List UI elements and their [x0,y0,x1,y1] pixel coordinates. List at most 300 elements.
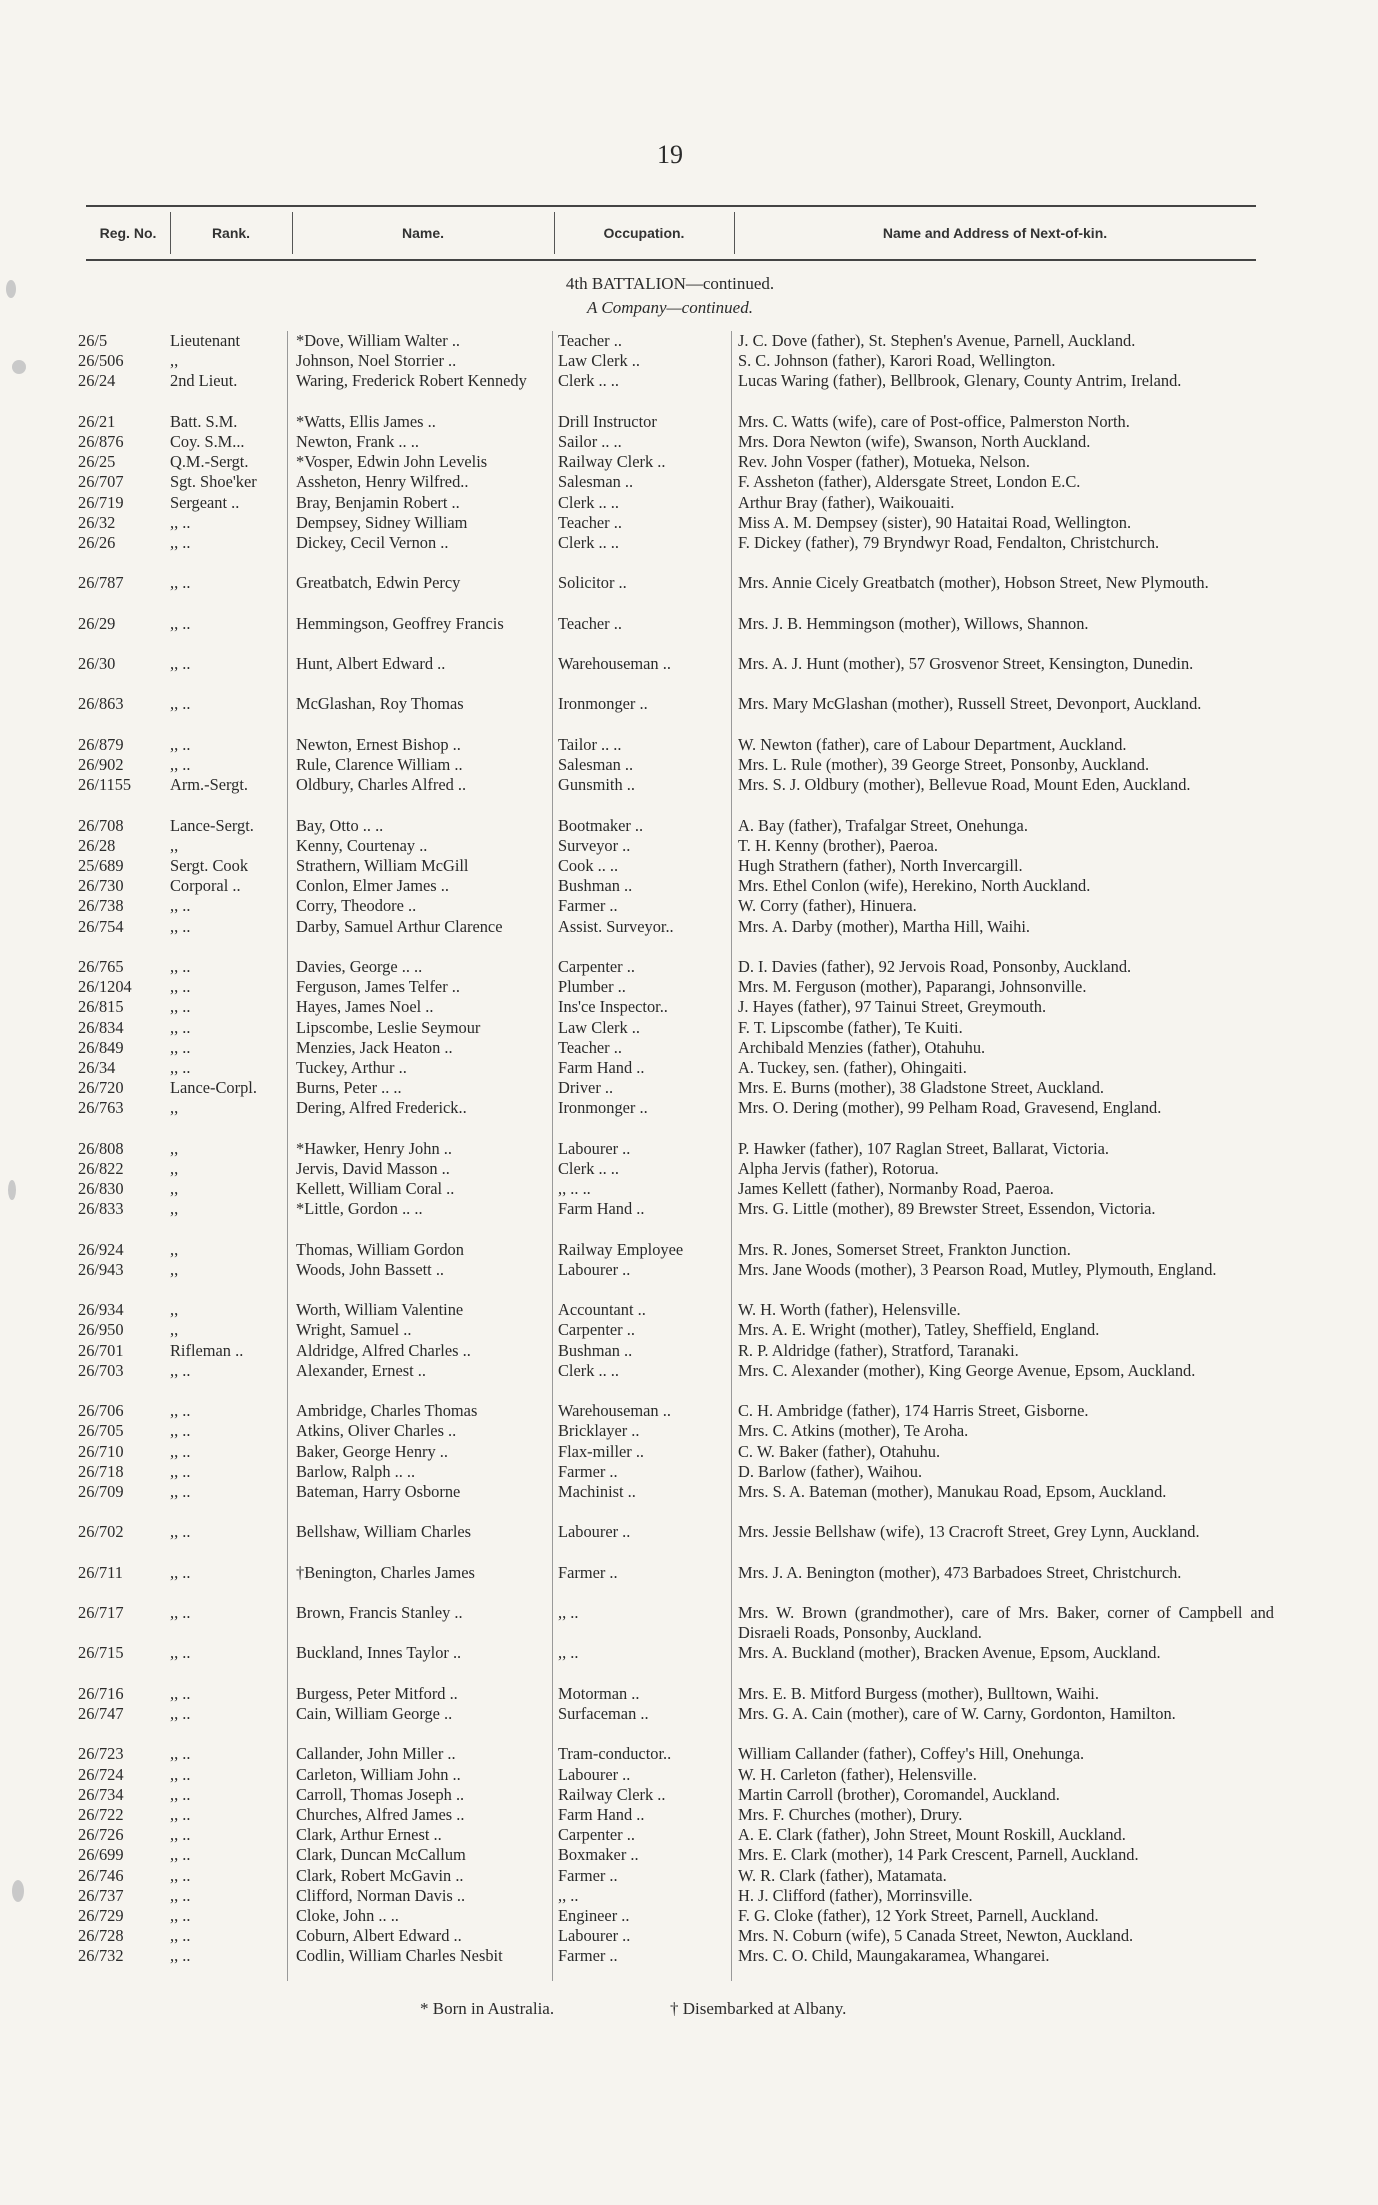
name-cell: McGlashan, Roy Thomas [296,694,464,714]
rank-cell: ,, .. [170,1764,191,1784]
table-row [0,1139,1378,1159]
reg-no-cell: 26/25 [78,452,116,472]
table-row [0,1462,1378,1482]
table-row [0,1906,1378,1926]
next-of-kin-cell: C. H. Ambridge (father), 174 Harris Street, Gisborne. [738,1401,1089,1421]
reg-no-cell: 26/30 [78,654,116,674]
occupation-cell: Sailor .. .. [558,431,622,451]
table-row [0,432,1378,452]
next-of-kin-cell: Mrs. Annie Cicely Greatbatch (mother), Hobson Street, New Plymouth. [738,573,1209,593]
name-cell: †Benington, Charles James [296,1562,475,1582]
reg-no-cell: 26/701 [78,1340,124,1360]
reg-no-cell: 25/689 [78,855,124,875]
rank-cell: ,, [170,1179,179,1199]
table-row [0,1522,1378,1562]
rank-cell: ,, .. [170,694,191,714]
reg-no-cell: 26/710 [78,1441,124,1461]
name-cell: Worth, William Valentine [296,1300,464,1320]
name-cell: Carroll, Thomas Joseph .. [296,1784,465,1804]
name-cell: *Watts, Ellis James .. [296,411,436,431]
table-row [0,1442,1378,1462]
next-of-kin-cell: Mrs. L. Rule (mother), 39 George Street, Ponsonby, Auckland. [738,755,1150,775]
name-cell: Waring, Frederick Robert Kennedy [296,371,527,391]
next-of-kin-cell: Mrs. C. Watts (wife), care of Post-office, Palmerston North. [738,411,1130,431]
table-row [0,1643,1378,1683]
next-of-kin-cell: W. R. Clark (father), Matamata. [738,1865,947,1885]
name-cell: Oldbury, Charles Alfred .. [296,775,467,795]
reg-no-cell: 26/879 [78,734,124,754]
reg-no-cell: 26/718 [78,1461,124,1481]
table-row [0,1482,1378,1522]
page-number: 19 [657,140,683,169]
reg-no-cell: 26/765 [78,956,124,976]
name-cell: Carleton, William John .. [296,1764,461,1784]
name-cell: Alexander, Ernest .. [296,1360,426,1380]
rank-cell: ,, .. [170,1481,191,1501]
rank-cell: ,, .. [170,896,191,916]
occupation-cell: Flax-miller .. [558,1441,645,1461]
occupation-cell: Labourer .. [558,1764,631,1784]
reg-no-cell: 26/707 [78,472,124,492]
occupation-cell: Labourer .. [558,1522,631,1542]
occupation-cell: Clerk .. .. [558,1158,620,1178]
occupation-cell: Plumber .. [558,977,626,997]
occupation-cell: Teacher .. [558,1037,622,1057]
next-of-kin-cell: Mrs. Dora Newton (wife), Swanson, North Auckland. [738,431,1091,451]
name-cell: Dering, Alfred Frederick.. [296,1098,467,1118]
table-row [0,1199,1378,1239]
reg-no-cell: 26/815 [78,997,124,1017]
table-row [0,977,1378,997]
rank-cell: ,, .. [170,916,191,936]
reg-no-cell: 26/720 [78,1078,124,1098]
name-cell: Clark, Duncan McCallum [296,1845,466,1865]
name-cell: Burns, Peter .. .. [296,1078,402,1098]
occupation-cell: ,, .. [558,1603,579,1623]
table-row [0,654,1378,694]
reg-no-cell: 26/506 [78,351,124,371]
rank-cell: ,, .. [170,573,191,593]
reg-no-cell: 26/737 [78,1885,124,1905]
name-cell: *Vosper, Edwin John Levelis [296,452,488,472]
rank-cell: ,, .. [170,1905,191,1925]
reg-no-cell: 26/732 [78,1946,124,1966]
rank-cell: Sergt. Cook [170,855,249,875]
table-row [0,1320,1378,1340]
reg-no-cell: 26/730 [78,876,124,896]
occupation-cell: Solicitor .. [558,573,627,593]
name-cell: Darby, Samuel Arthur Clarence [296,916,503,936]
table-row [0,1341,1378,1361]
occupation-cell: Clerk .. .. [558,371,620,391]
name-cell: Hayes, James Noel .. [296,997,434,1017]
next-of-kin-cell: A. Tuckey, sen. (father), Ohingaiti. [738,1057,967,1077]
occupation-cell: Surfaceman .. [558,1704,649,1724]
margin-speck [8,1180,16,1200]
next-of-kin-cell: Mrs. Ethel Conlon (wife), Herekino, North Auckland. [738,876,1091,896]
reg-no-cell: 26/708 [78,815,124,835]
next-of-kin-cell: Mrs. W. Brown (grandmother), care of Mrs. Baker, corner of Campbell and Disraeli Roads, Ponsonby, Auckland. [738,1603,1274,1643]
reg-no-cell: 26/715 [78,1643,124,1663]
next-of-kin-cell: Mrs. M. Ferguson (mother), Paparangi, Johnsonville. [738,977,1087,997]
next-of-kin-cell: Mrs. C. Atkins (mother), Te Aroha. [738,1421,969,1441]
rank-cell: ,, .. [170,1804,191,1824]
occupation-cell: Bootmaker .. [558,815,644,835]
table-row [0,573,1378,613]
name-cell: Clark, Arthur Ernest .. [296,1825,442,1845]
occupation-cell: Farmer .. [558,1562,618,1582]
name-cell: Barlow, Ralph .. .. [296,1461,416,1481]
rank-cell: ,, .. [170,512,191,532]
occupation-cell: Salesman .. [558,755,634,775]
table-row [0,755,1378,775]
table-row [0,917,1378,957]
occupation-cell: Warehouseman .. [558,654,671,674]
rank-cell: ,, .. [170,613,191,633]
occupation-cell: Labourer .. [558,1138,631,1158]
name-cell: Clark, Robert McGavin .. [296,1865,464,1885]
table-row [0,472,1378,492]
table-row [0,1845,1378,1865]
reg-no-cell: 26/934 [78,1300,124,1320]
next-of-kin-cell: Mrs. G. Little (mother), 89 Brewster Street, Essendon, Victoria. [738,1199,1156,1219]
occupation-cell: Clerk .. .. [558,492,620,512]
occupation-cell: Teacher .. [558,613,622,633]
rank-cell: Lieutenant [170,331,241,350]
reg-no-cell: 26/747 [78,1704,124,1724]
rank-cell: ,, .. [170,1643,191,1663]
name-cell: Baker, George Henry .. [296,1441,448,1461]
occupation-cell: Accountant .. [558,1300,646,1320]
next-of-kin-cell: Arthur Bray (father), Waikouaiti. [738,492,955,512]
occupation-cell: Carpenter .. [558,1320,635,1340]
name-cell: Johnson, Noel Storrier .. [296,351,457,371]
occupation-cell: Farm Hand .. [558,1804,645,1824]
table-row [0,1300,1378,1320]
table-row [0,1179,1378,1199]
battalion-title: 4th BATTALION—continued. [565,274,775,293]
next-of-kin-cell: Hugh Strathern (father), North Invercargill. [738,855,1023,875]
table-row [0,876,1378,896]
rank-cell: ,, [170,1199,179,1219]
next-of-kin-cell: James Kellett (father), Normanby Road, Paeroa. [738,1179,1054,1199]
name-cell: Cloke, John .. .. [296,1905,399,1925]
rank-cell: ,, .. [170,1401,191,1421]
table-row [0,1159,1378,1179]
table-row [0,533,1378,573]
name-cell: Greatbatch, Edwin Percy [296,573,461,593]
reg-no-cell: 26/34 [78,1057,116,1077]
table-row [0,1805,1378,1825]
occupation-cell: Driver .. [558,1078,614,1098]
name-cell: Bray, Benjamin Robert .. [296,492,460,512]
rank-cell: ,, [170,1239,179,1259]
table-row [0,997,1378,1017]
occupation-cell: Law Clerk .. [558,351,640,371]
reg-no-cell: 26/702 [78,1522,124,1542]
occupation-cell: Engineer .. [558,1905,630,1925]
reg-no-cell: 26/717 [78,1603,124,1623]
occupation-cell: Farm Hand .. [558,1199,645,1219]
reg-no-cell: 26/705 [78,1421,124,1441]
occupation-cell: Bushman .. [558,1340,633,1360]
name-cell: Callander, John Miller .. [296,1744,456,1764]
reg-no-cell: 26/833 [78,1199,124,1219]
occupation-cell: Assist. Surveyor.. [558,916,674,936]
reg-no-cell: 26/849 [78,1037,124,1057]
rank-cell: ,, [170,1138,179,1158]
table-row [0,1421,1378,1441]
reg-no-cell: 26/754 [78,916,124,936]
next-of-kin-cell: Martin Carroll (brother), Coromandel, Auckland. [738,1784,1060,1804]
rank-cell: ,, .. [170,1885,191,1905]
next-of-kin-cell: Mrs. Jessie Bellshaw (wife), 13 Cracroft Street, Grey Lynn, Auckland. [738,1522,1200,1542]
occupation-cell: Railway Employee [558,1239,684,1259]
reg-no-cell: 26/723 [78,1744,124,1764]
rank-cell: ,, .. [170,1825,191,1845]
reg-no-cell: 26/822 [78,1158,124,1178]
rank-cell: ,, .. [170,1784,191,1804]
name-cell: Wright, Samuel .. [296,1320,412,1340]
rank-cell: ,, .. [170,977,191,997]
next-of-kin-cell: Mrs. S. J. Oldbury (mother), Bellevue Road, Mount Eden, Auckland. [738,775,1191,795]
margin-speck [6,280,16,298]
reg-no-cell: 26/830 [78,1179,124,1199]
footnote-disembarked-albany: † Disembarked at Albany. [670,1999,847,2018]
reg-no-cell: 26/902 [78,755,124,775]
table-row [0,1765,1378,1785]
next-of-kin-cell: S. C. Johnson (father), Karori Road, Wellington. [738,351,1056,371]
occupation-cell: Surveyor .. [558,835,631,855]
name-cell: *Little, Gordon .. .. [296,1199,423,1219]
name-cell: Jervis, David Masson .. [296,1158,450,1178]
next-of-kin-cell: Mrs. S. A. Bateman (mother), Manukau Road, Epsom, Auckland. [738,1481,1167,1501]
name-cell: Hunt, Albert Edward .. [296,654,446,674]
header-rank: Rank. [211,225,251,241]
reg-no-cell: 26/808 [78,1138,124,1158]
reg-no-cell: 26/876 [78,431,124,451]
table-row [0,816,1378,836]
name-cell: Cain, William George .. [296,1704,453,1724]
footnote-born-australia: * Born in Australia. [420,1999,555,2018]
next-of-kin-cell: Mrs. J. B. Hemmingson (mother), Willows, Shannon. [738,613,1089,633]
reg-no-cell: 26/734 [78,1784,124,1804]
next-of-kin-cell: William Callander (father), Coffey's Hill, Onehunga. [738,1744,1085,1764]
occupation-cell: Teacher .. [558,512,622,532]
occupation-cell: Salesman .. [558,472,634,492]
name-cell: Newton, Ernest Bishop .. [296,734,461,754]
header-occupation: Occupation. [603,225,685,241]
next-of-kin-cell: Mrs. G. A. Cain (mother), care of W. Carny, Gordonton, Hamilton. [738,1704,1176,1724]
reg-no-cell: 26/722 [78,1804,124,1824]
table-row [0,1401,1378,1421]
rank-cell: 2nd Lieut. [170,371,238,391]
occupation-cell: Ironmonger .. [558,694,648,714]
next-of-kin-cell: Mrs. C. Alexander (mother), King George Avenue, Epsom, Auckland. [738,1360,1196,1380]
table-header [86,205,1256,261]
occupation-cell: Carpenter .. [558,1825,635,1845]
table-row [0,1240,1378,1260]
next-of-kin-cell: Mrs. O. Dering (mother), 99 Pelham Road, Gravesend, England. [738,1098,1162,1118]
next-of-kin-cell: T. H. Kenny (brother), Paeroa. [738,835,938,855]
rank-cell: ,, .. [170,1360,191,1380]
rank-cell: Lance-Corpl. [170,1078,257,1098]
occupation-cell: ,, .. .. [558,1179,591,1199]
reg-no-cell: 26/21 [78,411,116,431]
reg-no-cell: 26/32 [78,512,116,532]
name-cell: Kellett, William Coral .. [296,1179,455,1199]
next-of-kin-cell: A. E. Clark (father), John Street, Mount Roskill, Auckland. [738,1825,1126,1845]
table-row [0,735,1378,755]
rank-cell: ,, [170,351,179,371]
next-of-kin-cell: Mrs. Mary McGlashan (mother), Russell Street, Devonport, Auckland. [738,694,1202,714]
rank-cell: ,, .. [170,1037,191,1057]
next-of-kin-cell: Lucas Waring (father), Bellbrook, Glenary, County Antrim, Ireland. [738,371,1182,391]
name-cell: *Dove, William Walter .. [296,331,461,350]
occupation-cell: Boxmaker .. [558,1845,639,1865]
rank-cell: ,, [170,1098,179,1118]
name-cell: Clifford, Norman Davis .. [296,1885,466,1905]
name-cell: Aldridge, Alfred Charles .. [296,1340,471,1360]
table-row [0,1744,1378,1764]
table-row [0,1866,1378,1886]
rank-cell: ,, .. [170,1683,191,1703]
reg-no-cell: 26/24 [78,371,116,391]
rank-cell: Sgt. Shoe'ker [170,472,257,492]
reg-no-cell: 26/943 [78,1259,124,1279]
table-row [0,694,1378,734]
occupation-cell: Railway Clerk .. [558,1784,666,1804]
roll-table [0,331,1378,1987]
next-of-kin-cell: F. T. Lipscombe (father), Te Kuiti. [738,1017,963,1037]
reg-no-cell: 26/5 [78,331,108,350]
reg-no-cell: 26/1204 [78,977,132,997]
next-of-kin-cell: D. Barlow (father), Waihou. [738,1461,923,1481]
rank-cell: ,, [170,1158,179,1178]
reg-no-cell: 26/728 [78,1926,124,1946]
rank-cell: Corporal .. [170,876,241,896]
rank-cell: ,, [170,1320,179,1340]
occupation-cell: Clerk .. .. [558,1360,620,1380]
table-row [0,513,1378,533]
occupation-cell: Machinist .. [558,1481,636,1501]
table-row [0,1361,1378,1401]
reg-no-cell: 26/746 [78,1865,124,1885]
margin-speck [12,1880,24,1902]
next-of-kin-cell: W. H. Worth (father), Helensville. [738,1300,961,1320]
rank-cell: ,, .. [170,1562,191,1582]
name-cell: Churches, Alfred James .. [296,1804,465,1824]
reg-no-cell: 26/719 [78,492,124,512]
reg-no-cell: 26/724 [78,1764,124,1784]
rank-cell: ,, .. [170,1441,191,1461]
table-row [0,1684,1378,1704]
table-row [0,775,1378,815]
next-of-kin-cell: D. I. Davies (father), 92 Jervois Road, Ponsonby, Auckland. [738,956,1132,976]
occupation-cell: Cook .. .. [558,855,619,875]
name-cell: Assheton, Henry Wilfred.. [296,472,469,492]
table-row [0,1078,1378,1098]
rank-cell: ,, .. [170,1057,191,1077]
rank-cell: Q.M.-Sergt. [170,452,249,472]
occupation-cell: ,, .. [558,1643,579,1663]
next-of-kin-cell: Mrs. J. A. Benington (mother), 473 Barbadoes Street, Christchurch. [738,1562,1182,1582]
name-cell: Ambridge, Charles Thomas [296,1401,478,1421]
name-cell: Tuckey, Arthur .. [296,1057,407,1077]
occupation-cell: Law Clerk .. [558,1017,640,1037]
next-of-kin-cell: P. Hawker (father), 107 Raglan Street, Ballarat, Victoria. [738,1138,1110,1158]
table-row [0,1704,1378,1744]
table-row [0,1926,1378,1946]
table-row [0,371,1378,411]
next-of-kin-cell: H. J. Clifford (father), Morrinsville. [738,1885,973,1905]
occupation-cell: Farmer .. [558,1946,618,1966]
table-row [0,493,1378,513]
reg-no-cell: 26/729 [78,1905,124,1925]
occupation-cell: Labourer .. [558,1926,631,1946]
table-row [0,351,1378,371]
name-cell: Buckland, Innes Taylor .. [296,1643,462,1663]
table-row [0,1886,1378,1906]
occupation-cell: Teacher .. [558,331,622,350]
next-of-kin-cell: J. Hayes (father), 97 Tainui Street, Greymouth. [738,997,1047,1017]
table-row [0,896,1378,916]
name-cell: Davies, George .. .. [296,956,423,976]
name-cell: Dempsey, Sidney William [296,512,468,532]
next-of-kin-cell: Mrs. C. O. Child, Maungakaramea, Whangarei. [738,1946,1050,1966]
occupation-cell: Farm Hand .. [558,1057,645,1077]
next-of-kin-cell: Miss A. M. Dempsey (sister), 90 Hataitai Road, Wellington. [738,512,1132,532]
next-of-kin-cell: Alpha Jervis (father), Rotorua. [738,1158,939,1178]
table-row [0,1946,1378,1986]
occupation-cell: Railway Clerk .. [558,452,666,472]
occupation-cell: Motorman .. [558,1683,640,1703]
next-of-kin-cell: W. Newton (father), care of Labour Department, Auckland. [738,734,1127,754]
name-cell: Dickey, Cecil Vernon .. [296,532,449,552]
name-cell: Bellshaw, William Charles [296,1522,472,1542]
header-name: Name. [401,225,445,241]
occupation-cell: Clerk .. .. [558,532,620,552]
next-of-kin-cell: Mrs. E. Clark (mother), 14 Park Crescent, Parnell, Auckland. [738,1845,1139,1865]
reg-no-cell: 26/924 [78,1239,124,1259]
reg-no-cell: 26/738 [78,896,124,916]
rank-cell: Coy. S.M... [170,431,245,451]
table-row [0,1825,1378,1845]
reg-no-cell: 26/29 [78,613,116,633]
header-next-of-kin: Name and Address of Next-of-kin. [882,225,1108,241]
table-row [0,1058,1378,1078]
next-of-kin-cell: Mrs. A. Darby (mother), Martha Hill, Waihi. [738,916,1030,936]
table-row [0,1098,1378,1138]
rank-cell: ,, .. [170,532,191,552]
next-of-kin-cell: Mrs. F. Churches (mother), Drury. [738,1804,963,1824]
reg-no-cell: 26/950 [78,1320,124,1340]
rank-cell: ,, .. [170,1522,191,1542]
reg-no-cell: 26/787 [78,573,124,593]
occupation-cell: Farmer .. [558,896,618,916]
rank-cell: Sergeant .. [170,492,240,512]
name-cell: Kenny, Courtenay .. [296,835,428,855]
table-row [0,412,1378,432]
name-cell: Brown, Francis Stanley .. [296,1603,463,1623]
name-cell: Thomas, William Gordon [296,1239,464,1259]
reg-no-cell: 26/716 [78,1683,124,1703]
table-row [0,1260,1378,1300]
reg-no-cell: 26/703 [78,1360,124,1380]
occupation-cell: Farmer .. [558,1865,618,1885]
next-of-kin-cell: R. P. Aldridge (father), Stratford, Taranaki. [738,1340,1019,1360]
reg-no-cell: 26/706 [78,1401,124,1421]
